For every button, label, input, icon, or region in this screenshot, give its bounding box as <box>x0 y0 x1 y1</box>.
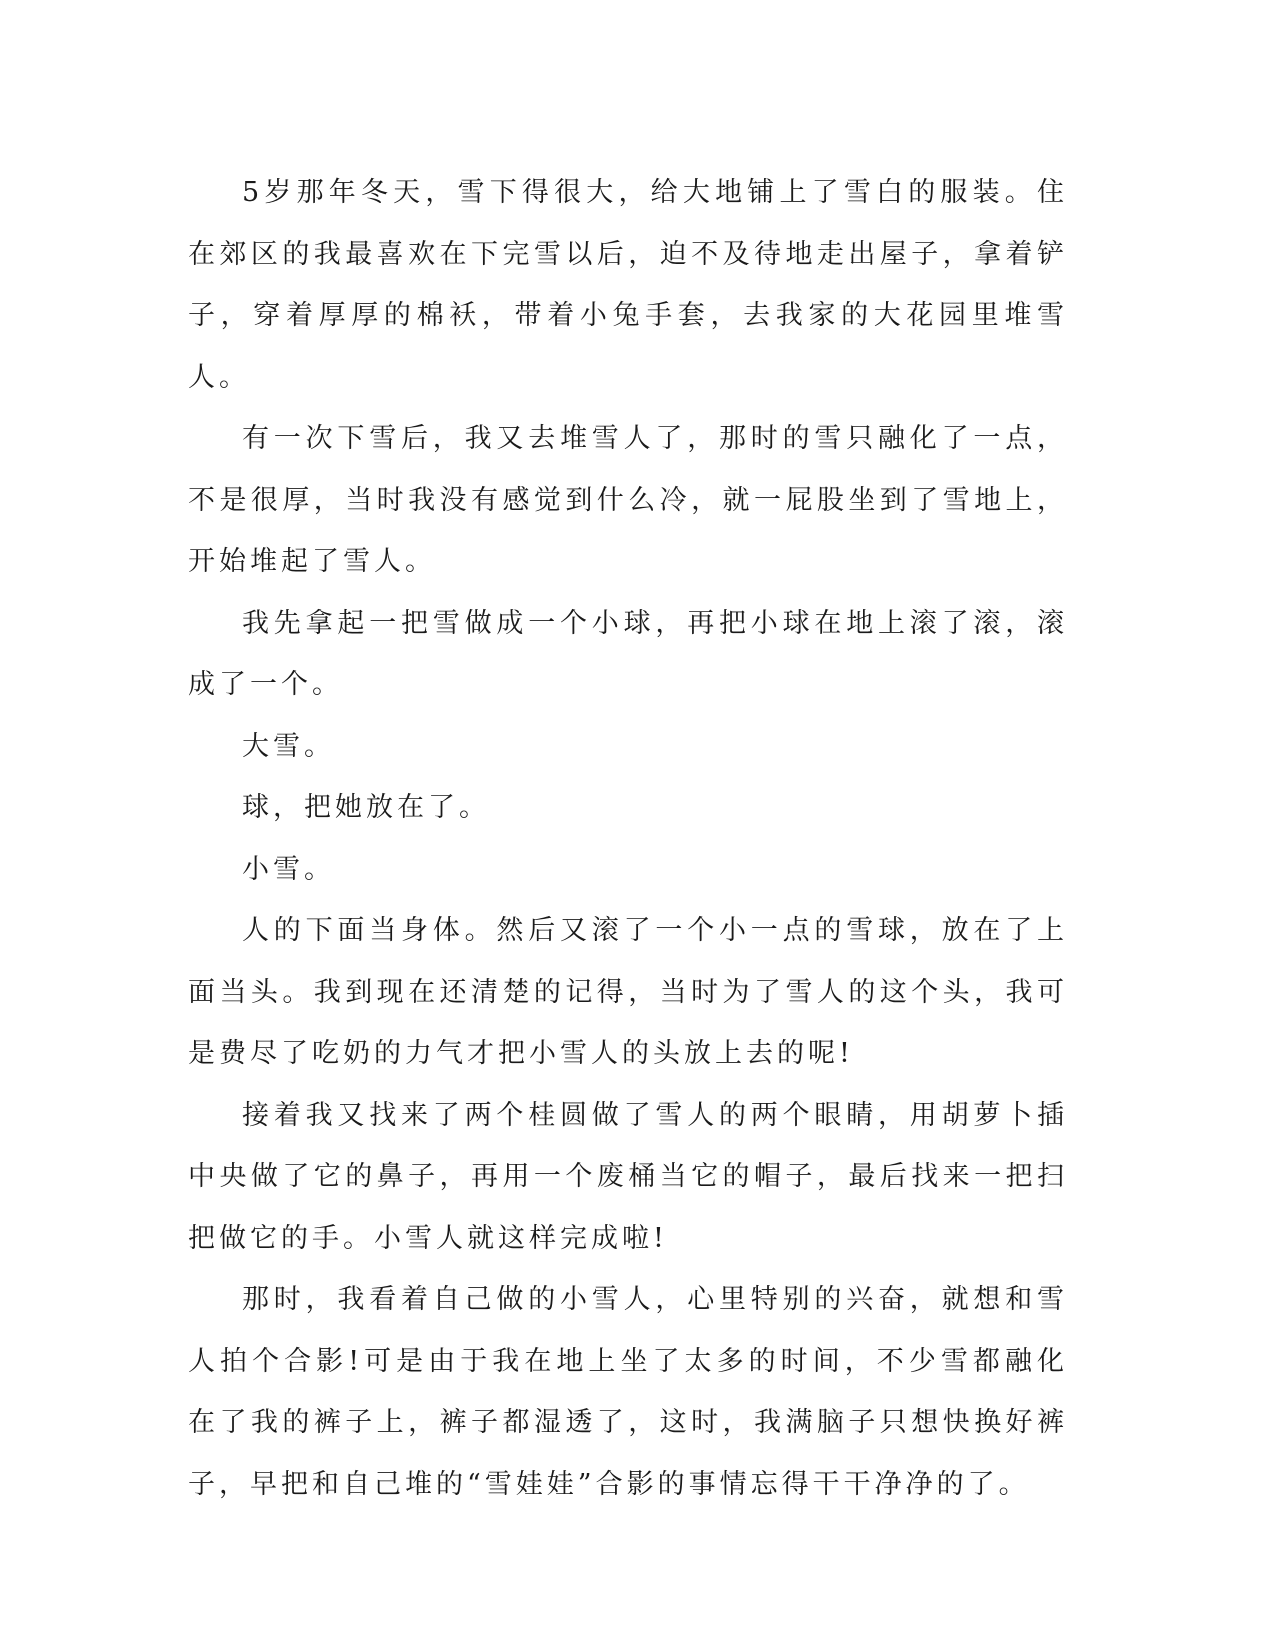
paragraph: 我先拿起一把雪做成一个小球，再把小球在地上滚了滚，滚成了一个。 <box>188 607 1068 700</box>
paragraph: 有一次下雪后，我又去堆雪人了，那时的雪只融化了一点，不是很厚，当时我没有感觉到什么冷，就一屁股坐到了雪地上，开始堆起了雪人。 <box>188 423 1068 577</box>
document-body <box>188 162 1068 1515</box>
paragraph: 5岁那年冬天，雪下得很大，给大地铺上了雪白的服装。住在郊区的我最喜欢在下完雪以后，迫不及待地走出屋子，拿着铲子，穿着厚厚的棉袄，带着小兔手套，去我家的大花园里堆雪人。 <box>188 177 1068 393</box>
paragraph: 球，把她放在了。 <box>242 792 490 823</box>
paragraph: 接着我又找来了两个桂圆做了雪人的两个眼睛，用胡萝卜插中央做了它的鼻子，再用一个废桶当它的帽子，最后找来一把扫把做它的手。小雪人就这样完成啦! <box>188 1099 1068 1254</box>
paragraph: 那时，我看着自己做的小雪人，心里特别的兴奋，就想和雪人拍个合影!可是由于我在地上坐了太多的时间，不少雪都融化在了我的裤子上，裤子都湿透了，这时，我满脑子只想快换好裤子，早把和自己堆的“雪娃娃”合影的事情忘得干干净净的了。 <box>188 1284 1068 1500</box>
paragraph: 人的下面当身体。然后又滚了一个小一点的雪球，放在了上面当头。我到现在还清楚的记得，当时为了雪人的这个头，我可是费尽了吃奶的力气才把小雪人的头放上去的呢! <box>188 915 1068 1069</box>
paragraph: 小雪。 <box>242 853 335 885</box>
paragraph: 大雪。 <box>242 730 335 762</box>
